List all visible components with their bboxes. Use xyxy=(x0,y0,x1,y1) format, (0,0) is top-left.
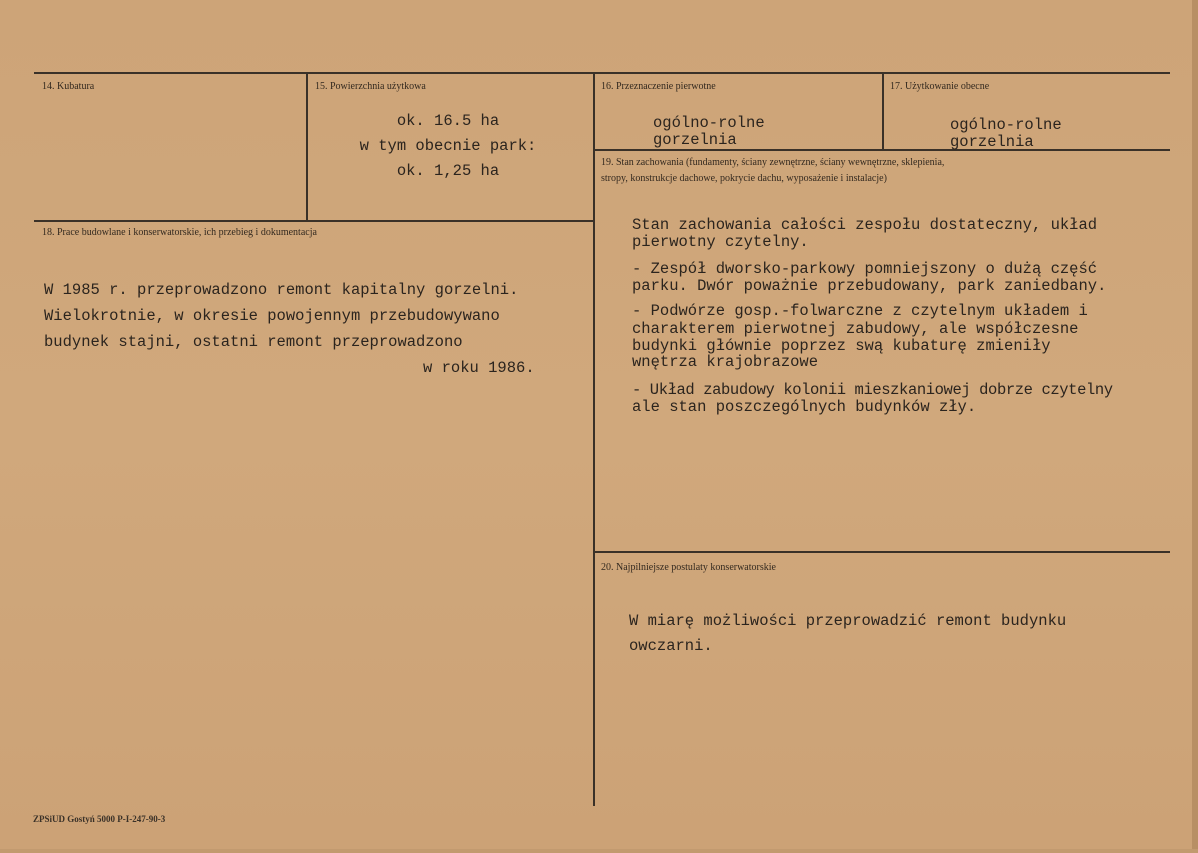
field-16-line-2: gorzelnia xyxy=(653,131,737,149)
field-19-label-line-2: stropy, konstrukcje dachowe, pokrycie dachu, wyposażenie i instalacje) xyxy=(601,173,887,184)
divider-main xyxy=(593,73,595,806)
field-17-label: 17. Użytkowanie obecne xyxy=(890,81,990,92)
field-19-line-1: Stan zachowania całości zespołu dostateczny, układ xyxy=(632,216,1098,234)
field-18-line-2: Wielokrotnie, w okresie powojennym przebudowywano xyxy=(44,307,500,325)
field-18-line-1: W 1985 r. przeprowadzono remont kapitalny gorzelni. xyxy=(44,281,519,299)
field-20-line-2: owczarni. xyxy=(629,637,713,655)
field-16-line-1: ogólno-rolne xyxy=(653,114,765,132)
field-20-line-1: W miarę możliwości przeprowadzić remont budynku xyxy=(629,612,1067,630)
field-20-label: 20. Najpilniejsze postulaty konserwatorskie xyxy=(601,562,776,573)
field-14-label: 14. Kubatura xyxy=(42,81,95,92)
divider-16-17 xyxy=(882,73,884,150)
field-19-line-6: charakterem pierwotnej zabudowy, ale współczesne xyxy=(632,320,1079,338)
field-17-line-1: ogólno-rolne xyxy=(950,116,1062,134)
field-19-line-8: wnętrza krajobrazowe xyxy=(632,353,819,371)
field-19-line-7: budynki głównie poprzez swą kubaturę zmieniły xyxy=(632,337,1051,355)
card-edge-right xyxy=(1192,0,1198,853)
field-18-label: 18. Prace budowlane i konserwatorskie, ich przebieg i dokumentacja xyxy=(42,227,317,238)
field-18-line-3: budynek stajni, ostatni remont przeprowadzono xyxy=(44,333,463,351)
field-15-line-3: ok. 1,25 ha xyxy=(396,162,500,180)
field-15-label: 15. Powierzchnia użytkowa xyxy=(315,81,426,92)
field-15-line-2: w tym obecnie park: xyxy=(359,137,537,155)
field-19-line-9: - Układ zabudowy kolonii mieszkaniowej dobrze czytelny xyxy=(632,381,1113,399)
card-edge-bottom xyxy=(0,849,1198,853)
rule-above-20 xyxy=(594,551,1170,553)
field-19-line-5: - Podwórze gosp.-folwarczne z czytelnym układem i xyxy=(632,302,1088,320)
divider-14-15 xyxy=(306,73,308,221)
top-rule xyxy=(34,72,1170,74)
field-19-line-2: pierwotny czytelny. xyxy=(632,233,809,251)
field-15-line-1: ok. 16.5 ha xyxy=(396,112,500,130)
rule-above-18 xyxy=(34,220,594,222)
field-19-label-line-1: 19. Stan zachowania (fundamenty, ściany zewnętrzne, ściany wewnętrzne, sklepienia, xyxy=(601,157,945,168)
printer-imprint: ZPSiUD Gostyń 5000 P-I-247-90-3 xyxy=(33,814,166,824)
field-19-line-3: - Zespół dworsko-parkowy pomniejszony o dużą część xyxy=(632,260,1098,278)
field-19-line-10: ale stan poszczególnych budynków zły. xyxy=(632,398,977,416)
rule-under-16-17 xyxy=(594,149,1170,151)
field-17-line-2: gorzelnia xyxy=(950,133,1034,151)
field-16-label: 16. Przeznaczenie pierwotne xyxy=(601,81,716,92)
field-18-line-4: w roku 1986. xyxy=(423,359,535,377)
field-19-line-4: parku. Dwór poważnie przebudowany, park zaniedbany. xyxy=(632,277,1107,295)
